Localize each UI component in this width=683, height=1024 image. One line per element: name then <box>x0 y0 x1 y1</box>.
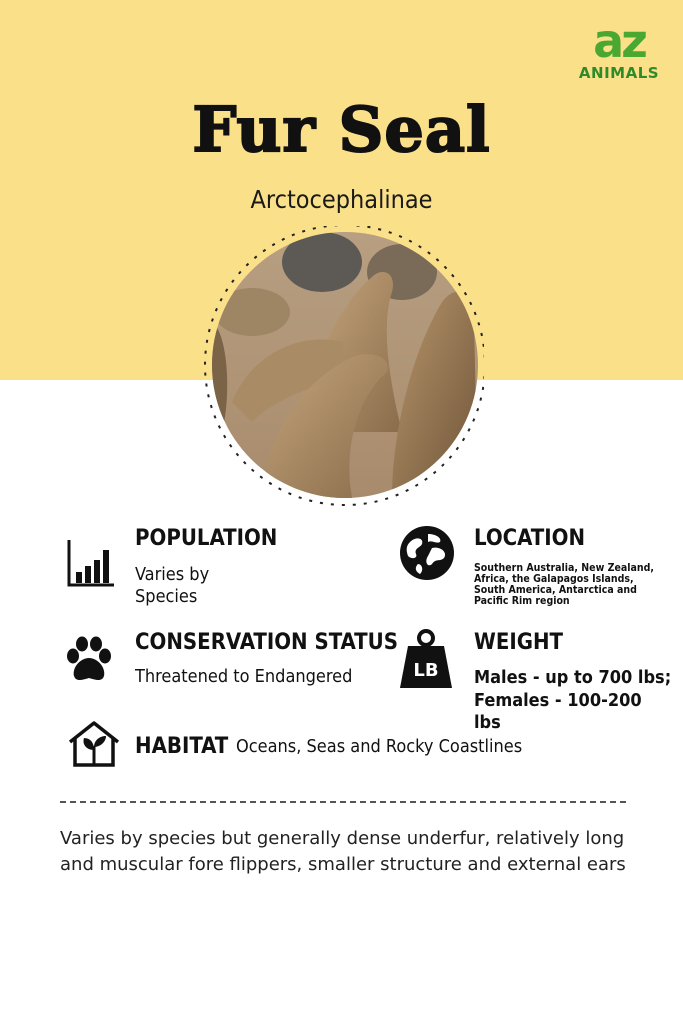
weight-label: WEIGHT <box>474 630 564 655</box>
population-label: POPULATION <box>135 526 278 551</box>
conservation-label: CONSERVATION STATUS <box>135 630 398 655</box>
habitat-value: Oceans, Seas and Rocky Coastlines <box>236 736 523 757</box>
globe-icon <box>398 524 456 582</box>
weight-value-males: Males - up to 700 lbs; <box>474 667 672 688</box>
az-animals-logo[interactable] <box>572 14 666 88</box>
weight-value-females: Females - 100-200 lbs <box>474 690 642 733</box>
logo-az-text: az <box>593 14 645 68</box>
fur-seal-photo <box>212 232 478 498</box>
animal-photo <box>200 226 484 510</box>
scientific-name: Arctocephalinae <box>250 185 433 214</box>
population-value: Varies by Species <box>135 564 210 607</box>
description-text: Varies by species but generally dense underfur, relatively long and muscular fore flippers, smaller structure and external ears <box>60 828 626 875</box>
conservation-value: Threatened to Endangered <box>135 666 353 687</box>
habitat-label: HABITAT <box>135 734 229 759</box>
house-plant-icon <box>66 720 122 768</box>
dashed-divider <box>60 801 626 803</box>
location-value: Southern Australia, New Zealand, Africa, the Galapagos Islands, South America, Antarctica and Pacific Rim region <box>474 562 654 607</box>
paw-icon <box>64 636 114 684</box>
weight-lb-icon <box>398 628 454 690</box>
location-label: LOCATION <box>474 526 586 551</box>
svg-text:LB: LB <box>413 660 439 681</box>
bar-chart-icon <box>66 538 116 588</box>
logo-animals-text: ANIMALS <box>578 64 660 82</box>
page-title: Fur Seal <box>192 93 491 166</box>
